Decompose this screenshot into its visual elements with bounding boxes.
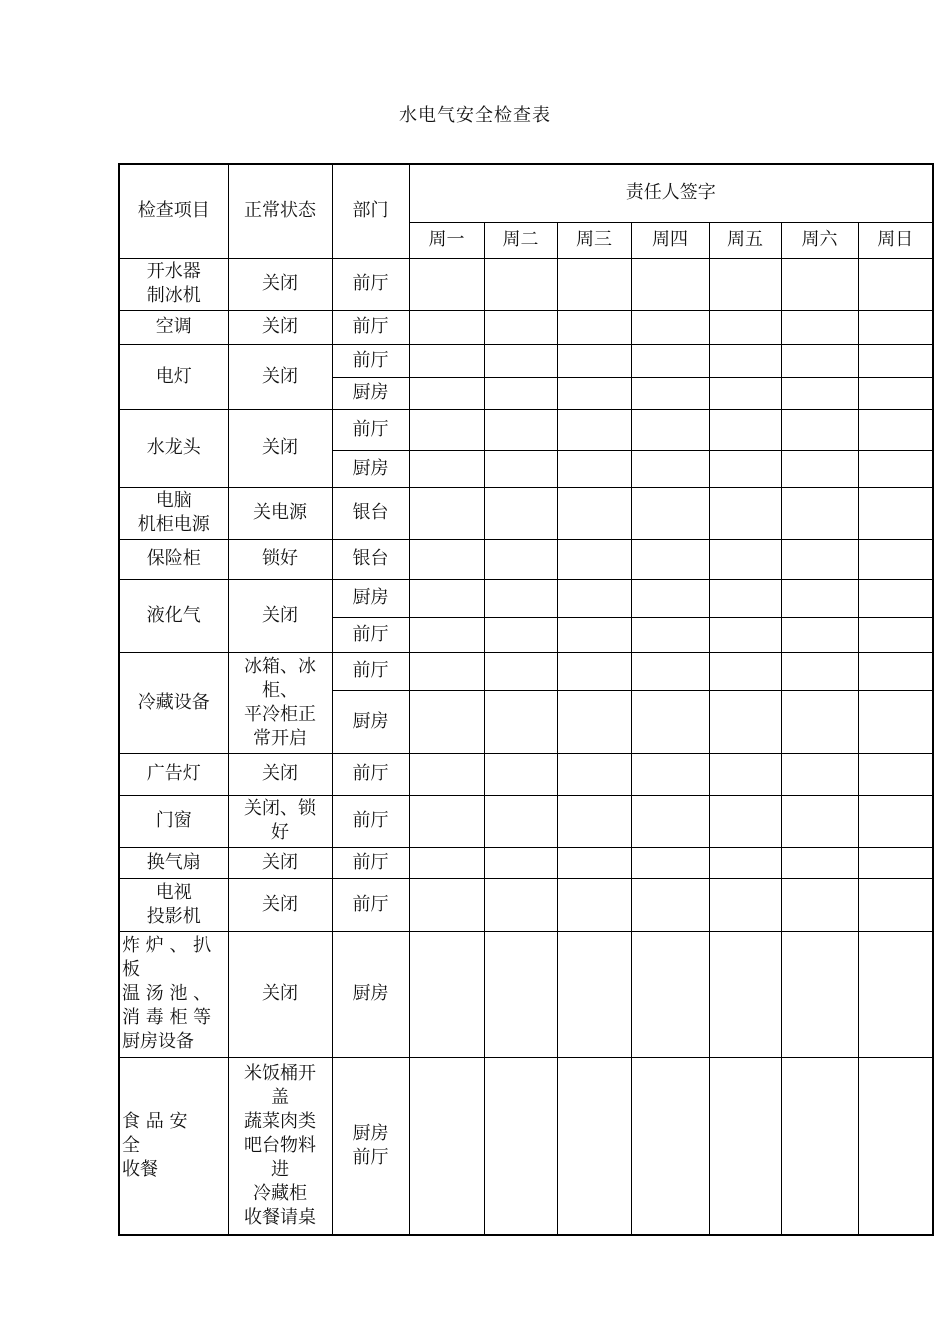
header-sign: 责任人签字 xyxy=(409,164,933,222)
signature-cell[interactable] xyxy=(557,1057,631,1235)
status-cell: 关闭 xyxy=(228,310,332,344)
signature-cell[interactable] xyxy=(709,878,781,931)
signature-cell[interactable] xyxy=(781,617,858,652)
signature-cell[interactable] xyxy=(781,652,858,690)
signature-cell[interactable] xyxy=(781,931,858,1057)
table-row xyxy=(119,310,933,344)
signature-cell[interactable] xyxy=(709,344,781,377)
signature-cell[interactable] xyxy=(557,409,631,450)
signature-cell[interactable] xyxy=(557,878,631,931)
signature-cell[interactable] xyxy=(409,753,484,795)
signature-cell[interactable] xyxy=(557,795,631,847)
signature-cell[interactable] xyxy=(858,539,933,579)
signature-cell[interactable] xyxy=(557,579,631,617)
signature-cell[interactable] xyxy=(709,847,781,878)
status-cell: 关闭 xyxy=(228,931,332,1057)
signature-cell[interactable] xyxy=(858,847,933,878)
signature-cell[interactable] xyxy=(409,344,484,377)
signature-cell[interactable] xyxy=(781,795,858,847)
header-day: 周一 xyxy=(409,222,484,258)
signature-cell[interactable] xyxy=(557,258,631,310)
signature-cell[interactable] xyxy=(858,409,933,450)
signature-cell[interactable] xyxy=(484,652,557,690)
dept-cell: 前厅 xyxy=(332,652,409,690)
table-row xyxy=(119,539,933,579)
signature-cell[interactable] xyxy=(781,847,858,878)
table-row xyxy=(119,847,933,878)
signature-cell[interactable] xyxy=(409,539,484,579)
item-cell: 冷藏设备 xyxy=(119,652,228,753)
signature-cell[interactable] xyxy=(631,258,709,310)
header-day: 周六 xyxy=(781,222,858,258)
signature-cell[interactable] xyxy=(484,690,557,753)
signature-cell[interactable] xyxy=(631,450,709,487)
signature-cell[interactable] xyxy=(409,579,484,617)
signature-cell[interactable] xyxy=(631,539,709,579)
signature-cell[interactable] xyxy=(484,310,557,344)
signature-cell[interactable] xyxy=(631,617,709,652)
signature-cell[interactable] xyxy=(409,931,484,1057)
signature-cell[interactable] xyxy=(631,1057,709,1235)
signature-cell[interactable] xyxy=(484,579,557,617)
dept-cell: 厨房 xyxy=(332,579,409,617)
signature-cell[interactable] xyxy=(858,377,933,409)
item-cell: 开水器 制冰机 xyxy=(119,258,228,310)
table-row xyxy=(119,409,933,450)
signature-cell[interactable] xyxy=(631,344,709,377)
signature-cell[interactable] xyxy=(409,450,484,487)
signature-cell[interactable] xyxy=(781,878,858,931)
status-cell: 关闭 xyxy=(228,409,332,487)
dept-cell: 银台 xyxy=(332,487,409,539)
table-row xyxy=(119,258,933,310)
signature-cell[interactable] xyxy=(709,450,781,487)
signature-cell[interactable] xyxy=(781,450,858,487)
signature-cell[interactable] xyxy=(858,617,933,652)
signature-cell[interactable] xyxy=(858,579,933,617)
signature-cell[interactable] xyxy=(484,931,557,1057)
signature-cell[interactable] xyxy=(409,617,484,652)
status-cell: 关闭 xyxy=(228,847,332,878)
dept-cell: 厨房 xyxy=(332,450,409,487)
status-cell: 关电源 xyxy=(228,487,332,539)
dept-cell: 前厅 xyxy=(332,795,409,847)
dept-cell: 厨房 xyxy=(332,377,409,409)
item-cell: 水龙头 xyxy=(119,409,228,487)
header-day: 周五 xyxy=(709,222,781,258)
header-item: 检查项目 xyxy=(119,164,228,258)
signature-cell[interactable] xyxy=(858,931,933,1057)
signature-cell[interactable] xyxy=(409,847,484,878)
signature-cell[interactable] xyxy=(631,310,709,344)
signature-cell[interactable] xyxy=(631,795,709,847)
signature-cell[interactable] xyxy=(858,652,933,690)
signature-cell[interactable] xyxy=(709,652,781,690)
signature-cell[interactable] xyxy=(409,487,484,539)
item-cell: 电灯 xyxy=(119,344,228,409)
signature-cell[interactable] xyxy=(484,1057,557,1235)
header-day: 周三 xyxy=(557,222,631,258)
signature-cell[interactable] xyxy=(781,1057,858,1235)
dept-cell: 前厅 xyxy=(332,310,409,344)
signature-cell[interactable] xyxy=(409,795,484,847)
signature-cell[interactable] xyxy=(557,652,631,690)
signature-cell[interactable] xyxy=(409,310,484,344)
inspection-table xyxy=(118,163,934,1236)
table-row xyxy=(119,795,933,847)
status-cell: 关闭 xyxy=(228,878,332,931)
table-row xyxy=(119,652,933,690)
signature-cell[interactable] xyxy=(409,409,484,450)
signature-cell[interactable] xyxy=(484,258,557,310)
signature-cell[interactable] xyxy=(631,409,709,450)
signature-cell[interactable] xyxy=(484,450,557,487)
signature-cell[interactable] xyxy=(781,579,858,617)
signature-cell[interactable] xyxy=(709,795,781,847)
signature-cell[interactable] xyxy=(709,310,781,344)
signature-cell[interactable] xyxy=(709,690,781,753)
item-cell: 食 品 安 全 收餐 xyxy=(119,1057,228,1235)
signature-cell[interactable] xyxy=(858,753,933,795)
signature-cell[interactable] xyxy=(484,539,557,579)
item-cell: 电视 投影机 xyxy=(119,878,228,931)
signature-cell[interactable] xyxy=(709,579,781,617)
signature-cell[interactable] xyxy=(557,617,631,652)
status-cell: 关闭 xyxy=(228,753,332,795)
signature-cell[interactable] xyxy=(858,344,933,377)
table-row xyxy=(119,753,933,795)
signature-cell[interactable] xyxy=(858,690,933,753)
signature-cell[interactable] xyxy=(484,795,557,847)
item-cell: 换气扇 xyxy=(119,847,228,878)
dept-cell: 前厅 xyxy=(332,409,409,450)
table-row xyxy=(119,878,933,931)
status-cell: 锁好 xyxy=(228,539,332,579)
dept-cell: 前厅 xyxy=(332,344,409,377)
signature-cell[interactable] xyxy=(858,878,933,931)
status-cell: 米饭桶开 盖 蔬菜肉类 吧台物料 进 冷藏柜 收餐请桌 xyxy=(228,1057,332,1235)
dept-cell: 前厅 xyxy=(332,258,409,310)
header-day: 周日 xyxy=(858,222,933,258)
signature-cell[interactable] xyxy=(557,753,631,795)
status-cell: 关闭 xyxy=(228,344,332,409)
signature-cell[interactable] xyxy=(781,409,858,450)
dept-cell: 厨房 xyxy=(332,931,409,1057)
signature-cell[interactable] xyxy=(557,377,631,409)
signature-cell[interactable] xyxy=(484,753,557,795)
item-cell: 保险柜 xyxy=(119,539,228,579)
signature-cell[interactable] xyxy=(409,377,484,409)
signature-cell[interactable] xyxy=(709,617,781,652)
status-cell: 关闭、锁 好 xyxy=(228,795,332,847)
item-cell: 电脑 机柜电源 xyxy=(119,487,228,539)
signature-cell[interactable] xyxy=(631,579,709,617)
signature-cell[interactable] xyxy=(557,931,631,1057)
signature-cell[interactable] xyxy=(709,258,781,310)
signature-cell[interactable] xyxy=(781,539,858,579)
signature-cell[interactable] xyxy=(781,310,858,344)
item-cell: 液化气 xyxy=(119,579,228,652)
signature-cell[interactable] xyxy=(631,652,709,690)
signature-cell[interactable] xyxy=(709,1057,781,1235)
dept-cell: 银台 xyxy=(332,539,409,579)
signature-cell[interactable] xyxy=(557,690,631,753)
signature-cell[interactable] xyxy=(781,344,858,377)
signature-cell[interactable] xyxy=(409,878,484,931)
signature-cell[interactable] xyxy=(781,690,858,753)
signature-cell[interactable] xyxy=(631,377,709,409)
signature-cell[interactable] xyxy=(557,450,631,487)
signature-cell[interactable] xyxy=(858,258,933,310)
dept-cell: 前厅 xyxy=(332,753,409,795)
header-status: 正常状态 xyxy=(228,164,332,258)
signature-cell[interactable] xyxy=(409,652,484,690)
signature-cell[interactable] xyxy=(858,487,933,539)
dept-cell: 前厅 xyxy=(332,617,409,652)
signature-cell[interactable] xyxy=(557,344,631,377)
signature-cell[interactable] xyxy=(709,487,781,539)
dept-cell: 前厅 xyxy=(332,847,409,878)
table-row xyxy=(119,1057,933,1235)
signature-cell[interactable] xyxy=(709,931,781,1057)
signature-cell[interactable] xyxy=(484,847,557,878)
signature-cell[interactable] xyxy=(858,450,933,487)
signature-cell[interactable] xyxy=(409,690,484,753)
signature-cell[interactable] xyxy=(709,539,781,579)
page-title: 水电气安全检查表 xyxy=(399,105,551,126)
signature-cell[interactable] xyxy=(858,1057,933,1235)
signature-cell[interactable] xyxy=(631,931,709,1057)
table-row xyxy=(119,344,933,377)
signature-cell[interactable] xyxy=(631,847,709,878)
dept-cell: 厨房 xyxy=(332,690,409,753)
signature-cell[interactable] xyxy=(781,258,858,310)
signature-cell[interactable] xyxy=(781,377,858,409)
signature-cell[interactable] xyxy=(409,258,484,310)
signature-cell[interactable] xyxy=(631,690,709,753)
signature-cell[interactable] xyxy=(484,344,557,377)
signature-cell[interactable] xyxy=(484,617,557,652)
signature-cell[interactable] xyxy=(484,487,557,539)
signature-cell[interactable] xyxy=(781,487,858,539)
status-cell: 关闭 xyxy=(228,258,332,310)
header-day: 周四 xyxy=(631,222,709,258)
signature-cell[interactable] xyxy=(781,753,858,795)
signature-cell[interactable] xyxy=(631,878,709,931)
signature-cell[interactable] xyxy=(631,487,709,539)
item-cell: 空调 xyxy=(119,310,228,344)
signature-cell[interactable] xyxy=(484,878,557,931)
signature-cell[interactable] xyxy=(858,795,933,847)
signature-cell[interactable] xyxy=(484,409,557,450)
signature-cell[interactable] xyxy=(557,847,631,878)
item-cell: 广告灯 xyxy=(119,753,228,795)
header-day: 周二 xyxy=(484,222,557,258)
table-row xyxy=(119,487,933,539)
signature-cell[interactable] xyxy=(709,753,781,795)
signature-cell[interactable] xyxy=(709,377,781,409)
signature-cell[interactable] xyxy=(557,487,631,539)
dept-cell: 前厅 xyxy=(332,878,409,931)
item-cell: 门窗 xyxy=(119,795,228,847)
signature-cell[interactable] xyxy=(709,409,781,450)
signature-cell[interactable] xyxy=(409,1057,484,1235)
header-dept: 部门 xyxy=(332,164,409,258)
signature-cell[interactable] xyxy=(858,310,933,344)
signature-cell[interactable] xyxy=(557,310,631,344)
signature-cell[interactable] xyxy=(631,753,709,795)
signature-cell[interactable] xyxy=(557,539,631,579)
table-row xyxy=(119,931,933,1057)
status-cell: 冰箱、冰 柜、 平冷柜正 常开启 xyxy=(228,652,332,753)
status-cell: 关闭 xyxy=(228,579,332,652)
dept-cell: 厨房 前厅 xyxy=(332,1057,409,1235)
item-cell: 炸 炉 、 扒 板 温 汤 池 、 消 毒 柜 等 厨房设备 xyxy=(119,931,228,1057)
signature-cell[interactable] xyxy=(484,377,557,409)
table-row xyxy=(119,579,933,617)
